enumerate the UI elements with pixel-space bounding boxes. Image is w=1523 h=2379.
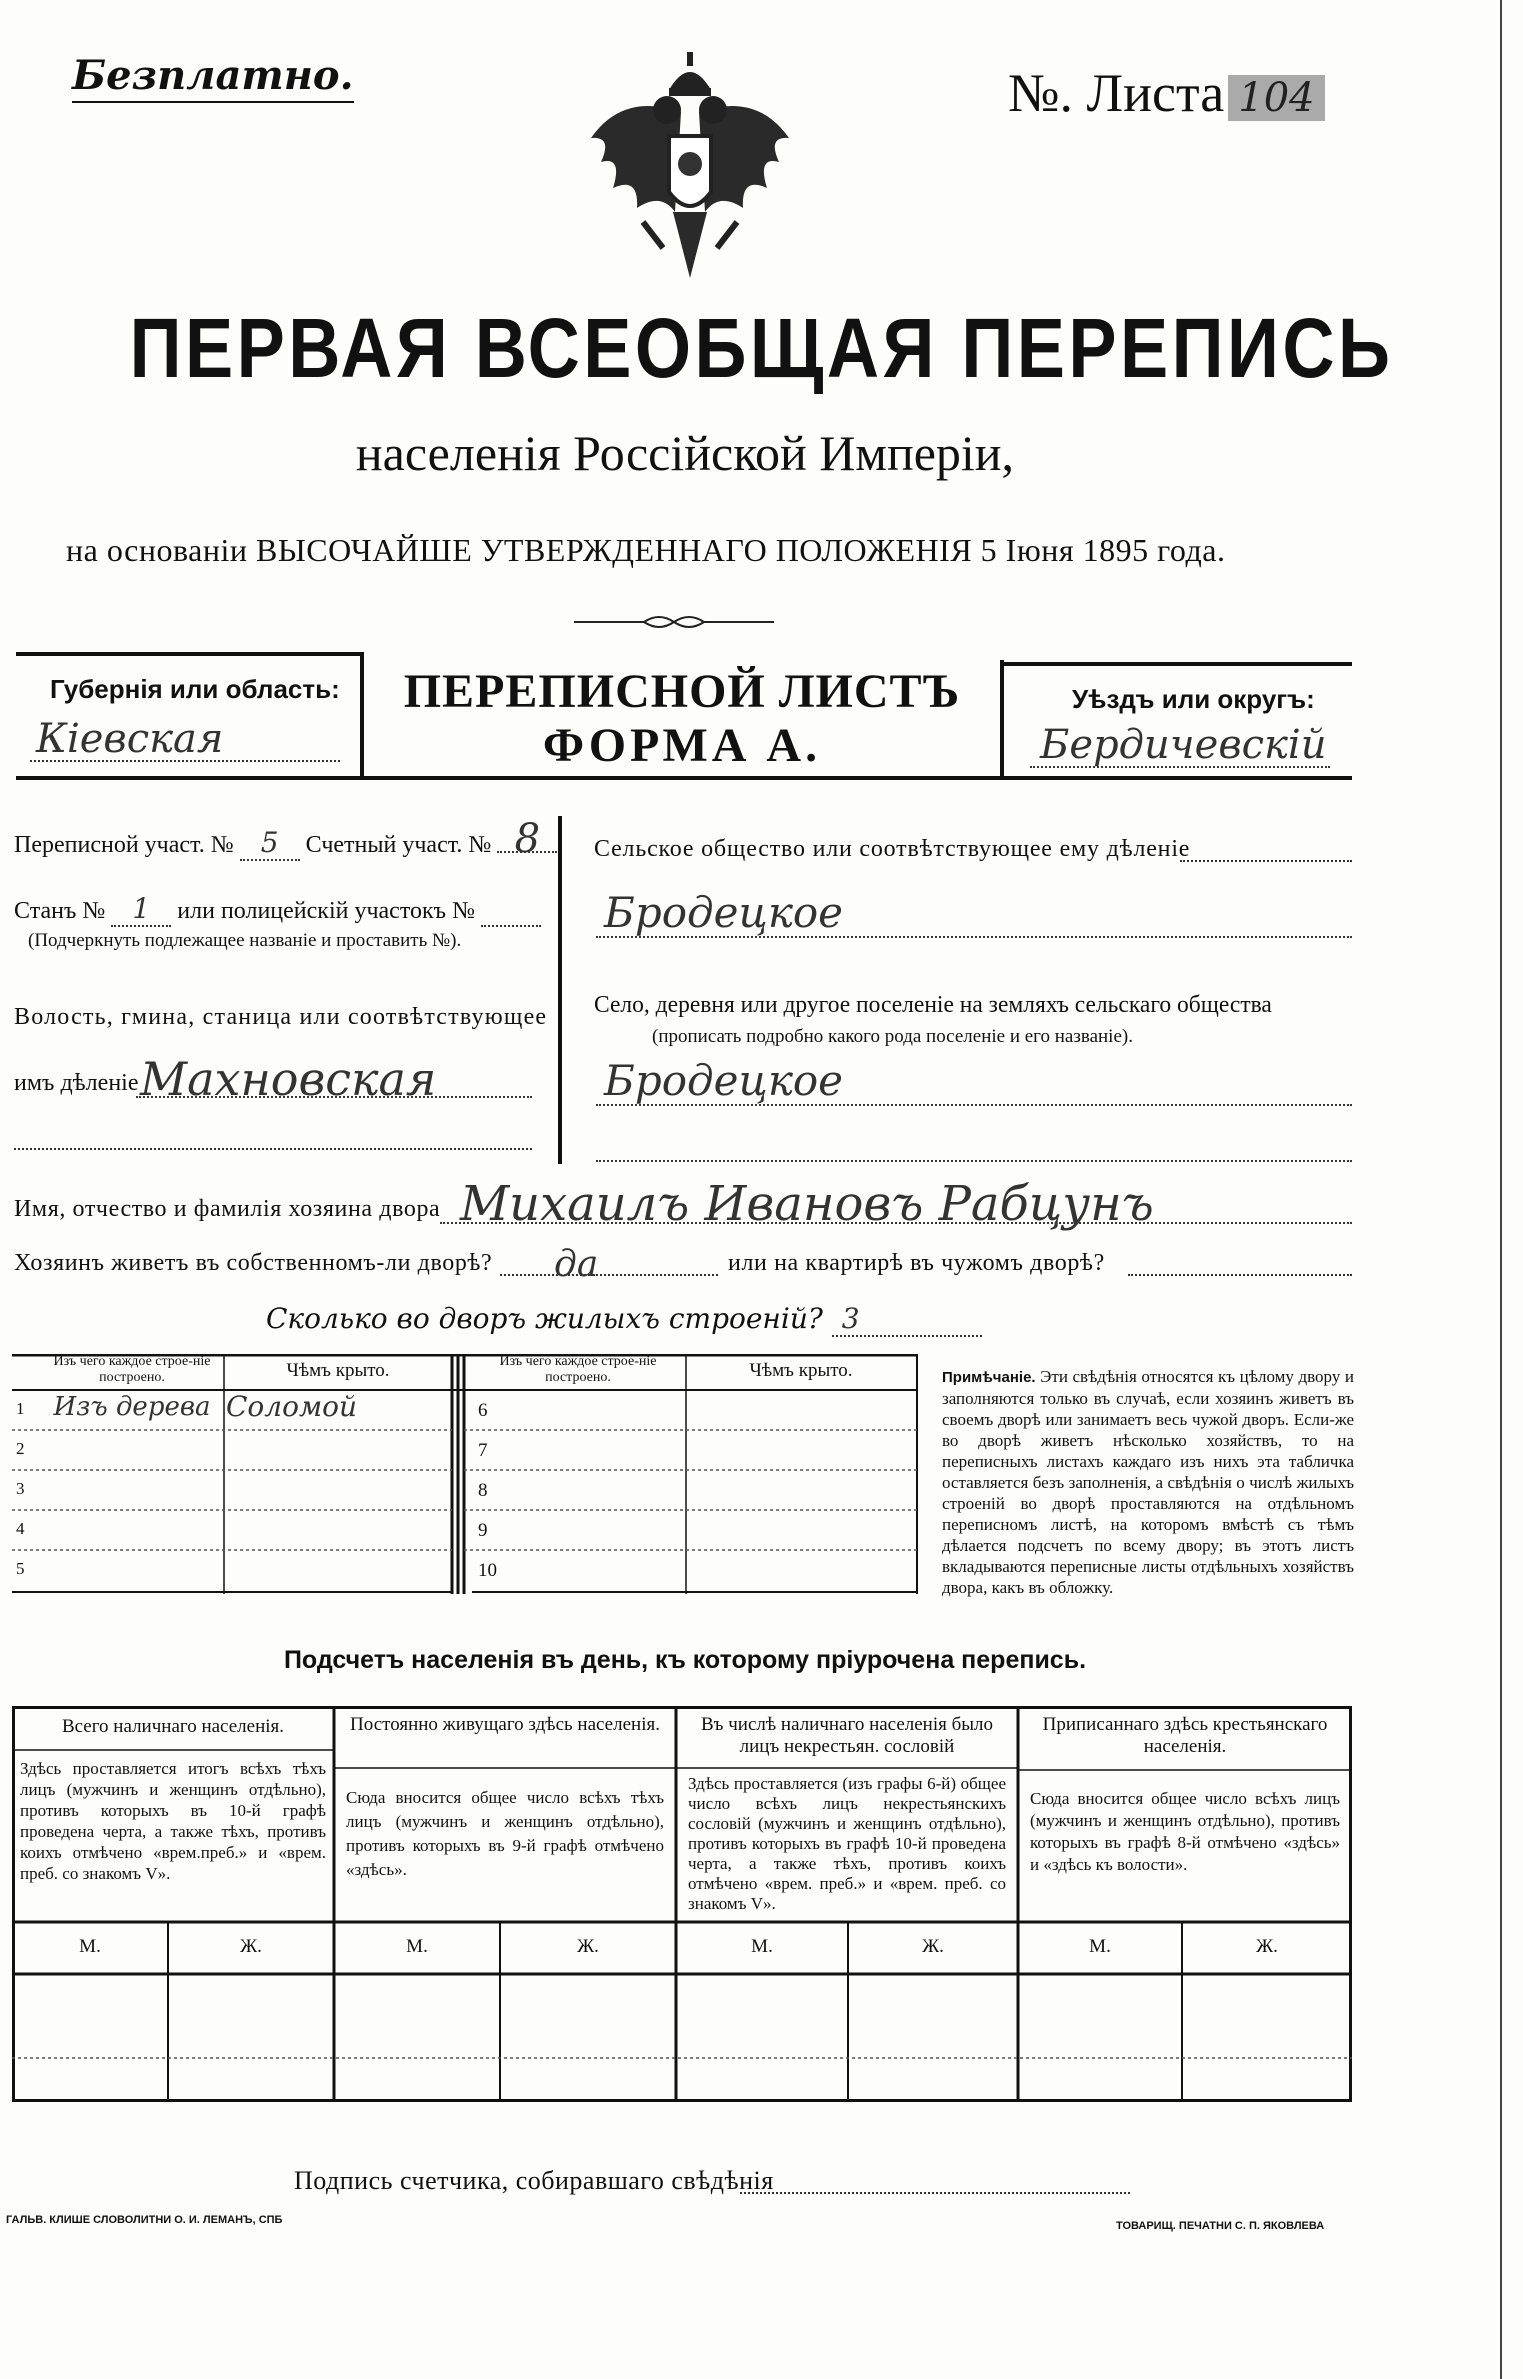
village-label: Село, деревня или другое поселеніе на земляхъ сельскаго общества (594, 992, 1272, 1018)
col-material-header-left: Изъ чего каждое строе-ніе построено. (53, 1354, 211, 1385)
rural-society-value: Бродецкое (604, 888, 844, 937)
stan-value: 1 (111, 892, 171, 927)
pop-col-1-f: Ж. (240, 1936, 262, 1957)
pop-col-3-desc: Здѣсь проставляется (изъ графы 6-й) общее число всѣхъ лицъ некрестьянскихъ сословій (мужчинъ и женщинъ отдѣльно), противъ которыхъ въ графѣ 10-й проведена черта, а также тѣхъ, противъ коихъ отмѣчено «врем. преб.» и «врем. преб. со знакомъ V». (688, 1774, 1006, 1913)
count-section-label: Счетный участ. № (305, 832, 492, 858)
volost-label-2: имъ дѣленіе (14, 1070, 139, 1096)
rural-society-dotted-line (1180, 860, 1352, 862)
volost-label-1: Волость, гмина, станица или соотвѣтствующее (14, 1004, 548, 1030)
uezd-label: Уѣздъ или округъ: (1072, 684, 1315, 714)
pop-col-4-f: Ж. (1256, 1936, 1278, 1957)
table-row-material: Изъ дерева (53, 1392, 211, 1422)
police-note: (Подчеркнуть подлежащее названіе и проставить №). (28, 930, 462, 951)
rented-label: или на квартирѣ въ чужомъ дворѣ? (728, 1250, 1105, 1276)
pop-col-2-title: Постоянно живущаго здѣсь населенія. (350, 1714, 660, 1735)
pop-col-1-title: Всего наличнаго населенія. (61, 1716, 285, 1737)
owner-name-label: Имя, отчество и фамилія хозяина двора (14, 1196, 441, 1222)
sheet-number-label: №. Листа (1008, 63, 1225, 123)
imperial-eagle-emblem (583, 52, 797, 284)
volost-value: Махновская (140, 1052, 437, 1106)
table-row-no: 1 (16, 1399, 25, 1418)
field-block-divider (558, 816, 562, 1164)
free-label: Безплатно. (72, 52, 354, 103)
form-title-line2: ФОРМА А. (542, 719, 822, 772)
page-subtitle: населенія Россійской Имперіи, (355, 425, 1015, 481)
police-dotted-line (481, 898, 541, 927)
rural-society-value-line (596, 936, 1352, 938)
table-row-no: 7 (478, 1440, 488, 1461)
village-value: Бродецкое (604, 1056, 844, 1105)
census-section-row (14, 816, 557, 862)
rural-society-label: Сельское общество или соотвѣтствующее ему дѣленіе (594, 836, 1191, 862)
gubernia-label: Губернія или область: (50, 674, 340, 704)
own-yard-value: да (554, 1244, 599, 1285)
pop-col-2-f: Ж. (577, 1936, 599, 1957)
signature-dotted-line (740, 2192, 1130, 2194)
own-yard-label: Хозяинъ живетъ въ собственномъ-ли дворѣ? (14, 1250, 493, 1276)
pop-col-1-desc: Здѣсь проставляется итогъ всѣхъ тѣхъ лицъ (мужчинъ и женщинъ отдѣльно), противъ которыхъ въ 10-й графѣ проведена черта, а также тѣхъ, противъ коихъ отмѣчено «врем.преб.» и «врем. преб. со знакомъ V». (20, 1759, 326, 1883)
owner-name-value: Михаилъ Ивановъ Рабцунъ (460, 1176, 1154, 1232)
right-imprint: ТОВАРИЩ. ПЕЧАТНИ С. П. ЯКОВЛЕВА (1116, 2220, 1325, 2232)
owner-name-dotted-line (440, 1222, 1352, 1224)
table-row-no: 3 (16, 1479, 25, 1498)
table-row-no: 6 (478, 1400, 488, 1421)
form-header-top-rule-right (1002, 662, 1352, 666)
volost-row (14, 1070, 138, 1097)
population-heading: Подсчетъ населенія въ день, къ которому пріурочена перепись. (283, 1646, 1087, 1674)
page-title: ПЕРВАЯ ВСЕОБЩАЯ ПЕРЕПИСЬ (129, 301, 1394, 395)
volost-dotted-line (136, 1096, 532, 1098)
own-yard-dotted-line (500, 1274, 718, 1276)
village-dotted-line (596, 1104, 1352, 1106)
pop-col-4-title: Приписаннаго здѣсь крестьянскаго населенія. (1042, 1714, 1328, 1757)
form-header-right-divider (1000, 660, 1004, 776)
uezd-value: Бердичевскій (1040, 722, 1327, 768)
buildings-label: Сколько во дворъ жилыхъ строеній? (266, 1302, 823, 1335)
gubernia-dotted-line (30, 760, 340, 762)
left-imprint: ГАЛЬВ. КЛИШЕ СЛОВОЛИТНИ О. И. ЛЕМАНЪ, СПБ (6, 2214, 283, 2226)
pop-col-4-desc: Сюда вносится общее число всѣхъ лицъ (мужчинъ и женщинъ отдѣльно), противъ которыхъ въ графѣ 8-й отмѣчено «здѣсь» и «здѣсь къ волости». (1030, 1789, 1340, 1874)
table-row-no: 9 (478, 1520, 488, 1541)
population-table (12, 1706, 1352, 2102)
table-row-no: 2 (16, 1439, 25, 1458)
pop-col-2-desc: Сюда вносится общее число всѣхъ тѣхъ лицъ (мужчинъ и женщинъ отдѣльно), противъ которыхъ въ 9-й графѣ отмѣчено «здѣсь». (346, 1788, 664, 1879)
table-row-no: 5 (16, 1559, 25, 1578)
rented-dotted-line (1128, 1274, 1352, 1276)
note-block (942, 1366, 1354, 1598)
table-row-no: 10 (478, 1560, 497, 1581)
census-section-value: 5 (240, 826, 300, 861)
signature-label: Подпись счетчика, собиравшаго свѣдѣнія (294, 2166, 774, 2195)
table-row-no: 4 (16, 1519, 25, 1538)
uezd-dotted-line (1030, 766, 1330, 768)
buildings-value: 3 (832, 1302, 982, 1337)
pop-col-3-title: Въ числѣ наличнаго населенія было лицъ некрестьян. сословій (700, 1714, 994, 1757)
note-heading: Примѣчаніе. (942, 1369, 1036, 1386)
form-header-top-rule (16, 652, 362, 656)
count-section-value: 8 (497, 827, 557, 853)
col-material-header-right: Изъ чего каждое строе-ніе построено. (499, 1354, 657, 1385)
pop-col-3-m: М. (751, 1936, 773, 1957)
pop-col-3-f: Ж. (922, 1936, 944, 1957)
page-right-edge (1500, 0, 1502, 2379)
buildings-row (266, 1302, 982, 1337)
col-roof-header-left: Чѣмъ крыто. (286, 1360, 390, 1381)
stan-row (14, 892, 541, 927)
col-roof-header-right: Чѣмъ крыто. (749, 1360, 853, 1381)
police-label: или полицейскій участокъ № (177, 898, 475, 924)
census-section-label: Переписной участ. № (14, 832, 234, 858)
buildings-table (12, 1354, 918, 1594)
form-header-bottom-rule (16, 776, 1352, 780)
village-note: (прописать подробно какого рода поселеніе и его названіе). (652, 1026, 1133, 1047)
sheet-number (1008, 62, 1325, 124)
table-row-roof: Соломой (226, 1390, 358, 1423)
sheet-number-value: 104 (1228, 75, 1324, 121)
village-dotted-line-2 (596, 1160, 1352, 1162)
table-row-no: 8 (478, 1480, 488, 1501)
pop-col-2-m: М. (406, 1936, 428, 1957)
volost-dotted-line-2 (14, 1148, 532, 1150)
note-text: Эти свѣдѣнія относятся къ цѣлому двору и заполняются только въ случаѣ, если хозяинъ живетъ въ своемъ дворѣ или занимаетъ весь чужой дворъ. Если-же во дворѣ живетъ нѣсколько хозяйствъ, то на переписныхъ листахъ каждаго изъ нихъ эта табличка оставляется безъ заполненія, а свѣдѣнія о числѣ жилыхъ строеній во дворѣ проставляются на отдѣльномъ переписномъ листѣ, на которомъ вмѣстѣ съ тѣмъ дѣлается подсчетъ по всему двору; въ этотъ листъ вкладываются переписные листы отдѣльныхъ хозяйствъ двора, какъ въ обложку. (942, 1367, 1354, 1597)
pop-col-1-m: М. (79, 1936, 101, 1957)
ornament-divider (574, 612, 774, 632)
basis-line: на основаніи ВЫСОЧАЙШЕ УТВЕРЖДЕННАГО ПОЛОЖЕНІЯ 5 Іюня 1895 года. (66, 532, 1226, 568)
stan-label: Станъ № (14, 898, 106, 924)
form-title-line1: ПЕРЕПИСНОЙ ЛИСТЪ (403, 665, 961, 718)
gubernia-value: Кіевская (36, 716, 224, 762)
pop-col-4-m: М. (1089, 1936, 1111, 1957)
